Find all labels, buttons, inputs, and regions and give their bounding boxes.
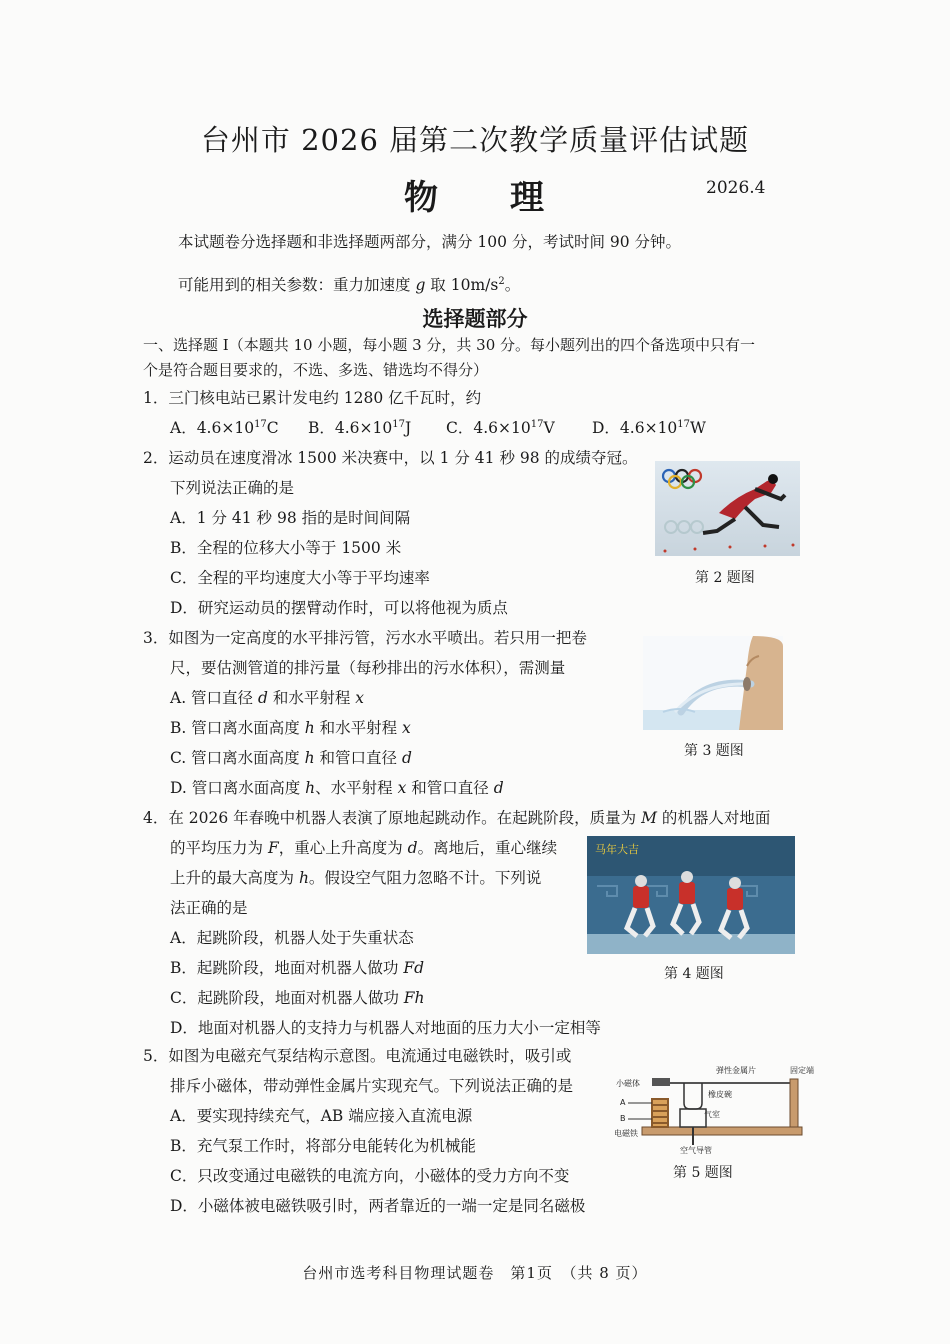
exam-date: 2026.4 xyxy=(706,178,766,198)
q1-stem: 1．三门核电站已累计发电约 1280 亿千瓦时，约 xyxy=(143,389,482,407)
label-b: B xyxy=(620,1114,626,1123)
q1-option-d: D．$4.6\times 10^{17}W$ xyxy=(592,419,706,437)
intro-line-2: 可能用到的相关参数：重力加速度 g 取 $10m/s^2$。 xyxy=(178,276,521,294)
subject-title: 物理 xyxy=(404,178,616,218)
q2-option-b: B．全程的位移大小等于 1500 米 xyxy=(170,539,402,557)
small-magnet xyxy=(652,1078,670,1086)
q2-option-a: A．1 分 41 秒 98 指的是时间间隔 xyxy=(170,509,411,527)
label-magnet: 小磁体 xyxy=(616,1079,640,1088)
q4-stem-1: 4．在 2026 年春晚中机器人表演了原地起跳动作。在起跳阶段，质量为 M 的机器人对地面 xyxy=(143,809,771,827)
electromagnet-coil xyxy=(652,1099,668,1127)
exam-title: 台州市 2026 届第二次教学质量评估试题 xyxy=(200,123,750,157)
q4-option-a: A．起跳阶段，机器人处于失重状态 xyxy=(170,929,414,947)
q3-stem-2: 尺，要估测管道的排污量（每秒排出的污水体积），需测量 xyxy=(170,659,566,677)
q4-robot-photo xyxy=(587,836,795,954)
q4-option-c: C．起跳阶段，地面对机器人做功 Fh xyxy=(170,989,425,1007)
q3-option-a: A. 管口直径 d 和水平射程 x xyxy=(170,689,365,707)
q3-option-c: C. 管口离水面高度 h 和管口直径 d xyxy=(170,749,412,767)
q2-skater-photo xyxy=(655,461,800,556)
q5-option-b: B．充气泵工作时，将部分电能转化为机械能 xyxy=(170,1137,476,1155)
intro-line-1: 本试题卷分选择题和非选择题两部分，满分 100 分，考试时间 90 分钟。 xyxy=(178,233,682,251)
q4-option-d: D．地面对机器人的支持力与机器人对地面的压力大小一定相等 xyxy=(170,1019,601,1037)
q4-figure-caption: 第 4 题图 xyxy=(664,966,724,982)
q3-drain-pipe-figure xyxy=(643,636,783,730)
label-spring: 弹性金属片 xyxy=(716,1066,756,1075)
photo-banner-text: 马年大吉 xyxy=(595,843,639,856)
label-chamber: 气室 xyxy=(704,1110,720,1119)
label-a: A xyxy=(620,1098,626,1107)
q2-stem-1: 2．运动员在速度滑冰 1500 米决赛中，以 1 分 41 秒 98 的成绩夺冠。 xyxy=(143,449,638,467)
q1-option-c: C．$4.6\times 10^{17}V$ xyxy=(446,419,555,437)
q2-stem-2: 下列说法正确的是 xyxy=(170,479,295,497)
q5-option-c: C．只改变通过电磁铁的电流方向，小磁体的受力方向不变 xyxy=(170,1167,570,1185)
q5-stem-2: 排斥小磁体，带动弹性金属片实现充气。下列说法正确的是 xyxy=(170,1077,574,1095)
q4-stem-3: 上升的最大高度为 h。假设空气阻力忽略不计。下列说 xyxy=(170,869,542,887)
q1-option-a: A．$4.6\times 10^{17}C$ xyxy=(170,419,279,437)
q5-option-d: D．小磁体被电磁铁吸引时，两者靠近的一端一定是同名磁极 xyxy=(170,1197,586,1215)
q2-figure-caption: 第 2 题图 xyxy=(695,570,755,586)
q3-figure-caption: 第 3 题图 xyxy=(684,743,744,759)
label-fixed: 固定端 xyxy=(790,1066,814,1075)
q3-option-d: D. 管口离水面高度 h、水平射程 x 和管口直径 d xyxy=(170,779,504,797)
q3-option-b: B. 管口离水面高度 h 和水平射程 x xyxy=(170,719,411,737)
q3-stem-1: 3．如图为一定高度的水平排污管，污水水平喷出。若只用一把卷 xyxy=(143,629,587,647)
q5-figure-caption: 第 5 题图 xyxy=(673,1165,733,1181)
q2-option-d: D．研究运动员的摆臂动作时，可以将他视为质点 xyxy=(170,599,508,617)
label-electromagnet: 电磁铁 xyxy=(614,1129,638,1138)
part1-instruction-1: 一、选择题 Ⅰ（本题共 10 小题，每小题 3 分，共 30 分。每小题列出的四个备选项中只有一 xyxy=(143,336,756,354)
q1-option-b: B．$4.6\times 10^{17}J$ xyxy=(308,419,412,437)
q5-option-a: A．要实现持续充气，AB 端应接入直流电源 xyxy=(170,1107,473,1125)
page-footer: 台州市选考科目物理试题卷 第1页 （共 8 页） xyxy=(302,1264,648,1282)
section-title: 选择题部分 xyxy=(422,306,528,331)
q4-option-b: B．起跳阶段，地面对机器人做功 Fd xyxy=(170,959,425,977)
q4-stem-2: 的平均压力为 F，重心上升高度为 d。离地后，重心继续 xyxy=(170,839,558,857)
q5-stem-1: 5．如图为电磁充气泵结构示意图。电流通过电磁铁时，吸引或 xyxy=(143,1047,572,1065)
q5-air-pump-diagram xyxy=(612,1063,822,1158)
q2-option-c: C．全程的平均速度大小等于平均速率 xyxy=(170,569,430,587)
label-rubber: 橡皮碗 xyxy=(708,1090,732,1099)
part1-instruction-2: 个是符合题目要求的，不选、多选、错选均不得分） xyxy=(143,361,489,379)
label-tube: 空气导管 xyxy=(680,1146,712,1155)
q4-stem-4: 法正确的是 xyxy=(170,899,248,917)
